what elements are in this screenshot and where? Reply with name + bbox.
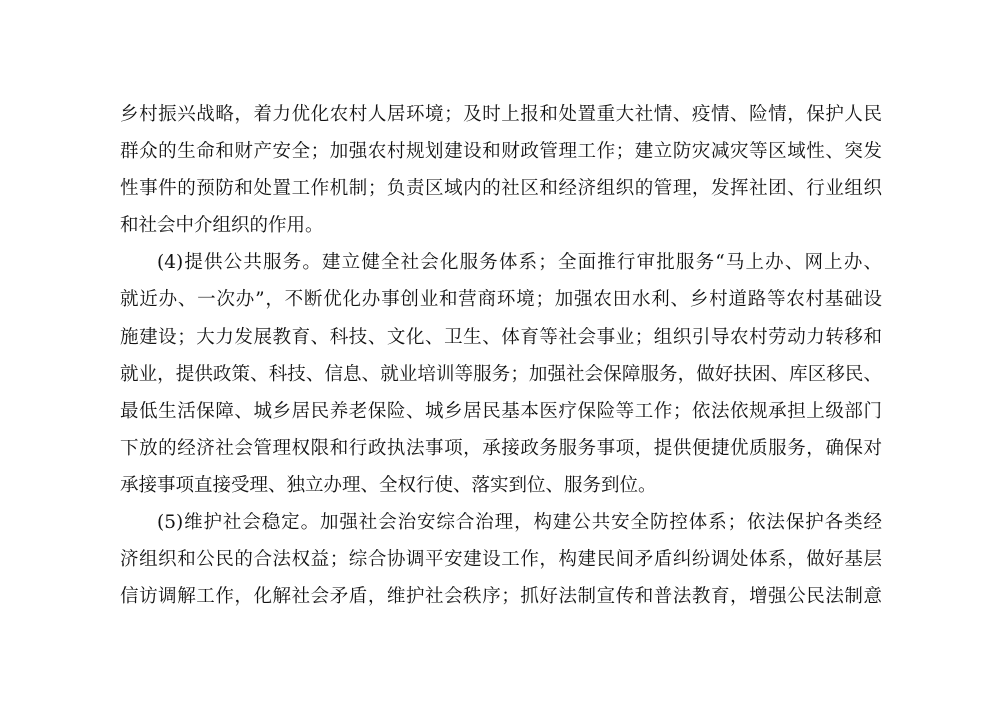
text-line: 和社会中介组织的作用。 — [120, 215, 324, 237]
text-line: 承接事项直接受理、独立办理、全权行使、落实到位、服务到位。 — [120, 474, 657, 496]
text-line: (4)提供公共服务。建立健全社会化服务体系；全面推行审批服务“马上办、网上办、 — [157, 252, 882, 274]
text-line: 乡村振兴战略，着力优化农村人居环境；及时上报和处置重大社情、疫情、险情，保护人民 — [120, 104, 882, 125]
paragraph-5-social-stability — [120, 504, 882, 615]
paragraph-4-public-services — [120, 244, 882, 504]
text-line: 就近办、一次办”，不断优化办事创业和营商环境；加强农田水利、乡村道路等农村基础设 — [120, 289, 882, 311]
text-line: 性事件的预防和处置工作机制；负责区域内的社区和经济组织的管理，发挥社团、行业组织 — [120, 178, 882, 200]
text-line: 施建设；大力发展教育、科技、文化、卫生、体育等社会事业；组织引导农村劳动力转移和 — [120, 326, 882, 348]
text-line: 群众的生命和财产安全；加强农村规划建设和财政管理工作；建立防灾减灾等区域性、突发 — [120, 141, 882, 163]
text-line: 济组织和公民的合法权益；综合协调平安建设工作，构建民间矛盾纠纷调处体系，做好基层 — [120, 549, 882, 571]
text-line: 下放的经济社会管理权限和行政执法事项，承接政务服务事项，提供便捷优质服务，确保对 — [120, 437, 882, 459]
text-line: 就业，提供政策、科技、信息、就业培训等服务；加强社会保障服务，做好扶困、库区移民、 — [120, 363, 882, 385]
paragraph-3-continuation — [120, 96, 882, 244]
text-line: 最低生活保障、城乡居民养老保险、城乡居民基本医疗保险等工作；依法依规承担上级部门 — [120, 400, 882, 422]
text-line: (5)维护社会稳定。加强社会治安综合治理，构建公共安全防控体系；依法保护各类经 — [157, 512, 882, 534]
body-text — [120, 96, 882, 615]
text-line: 信访调解工作，化解社会矛盾，维护社会秩序；抓好法制宣传和普法教育，增强公民法制意 — [120, 586, 882, 608]
